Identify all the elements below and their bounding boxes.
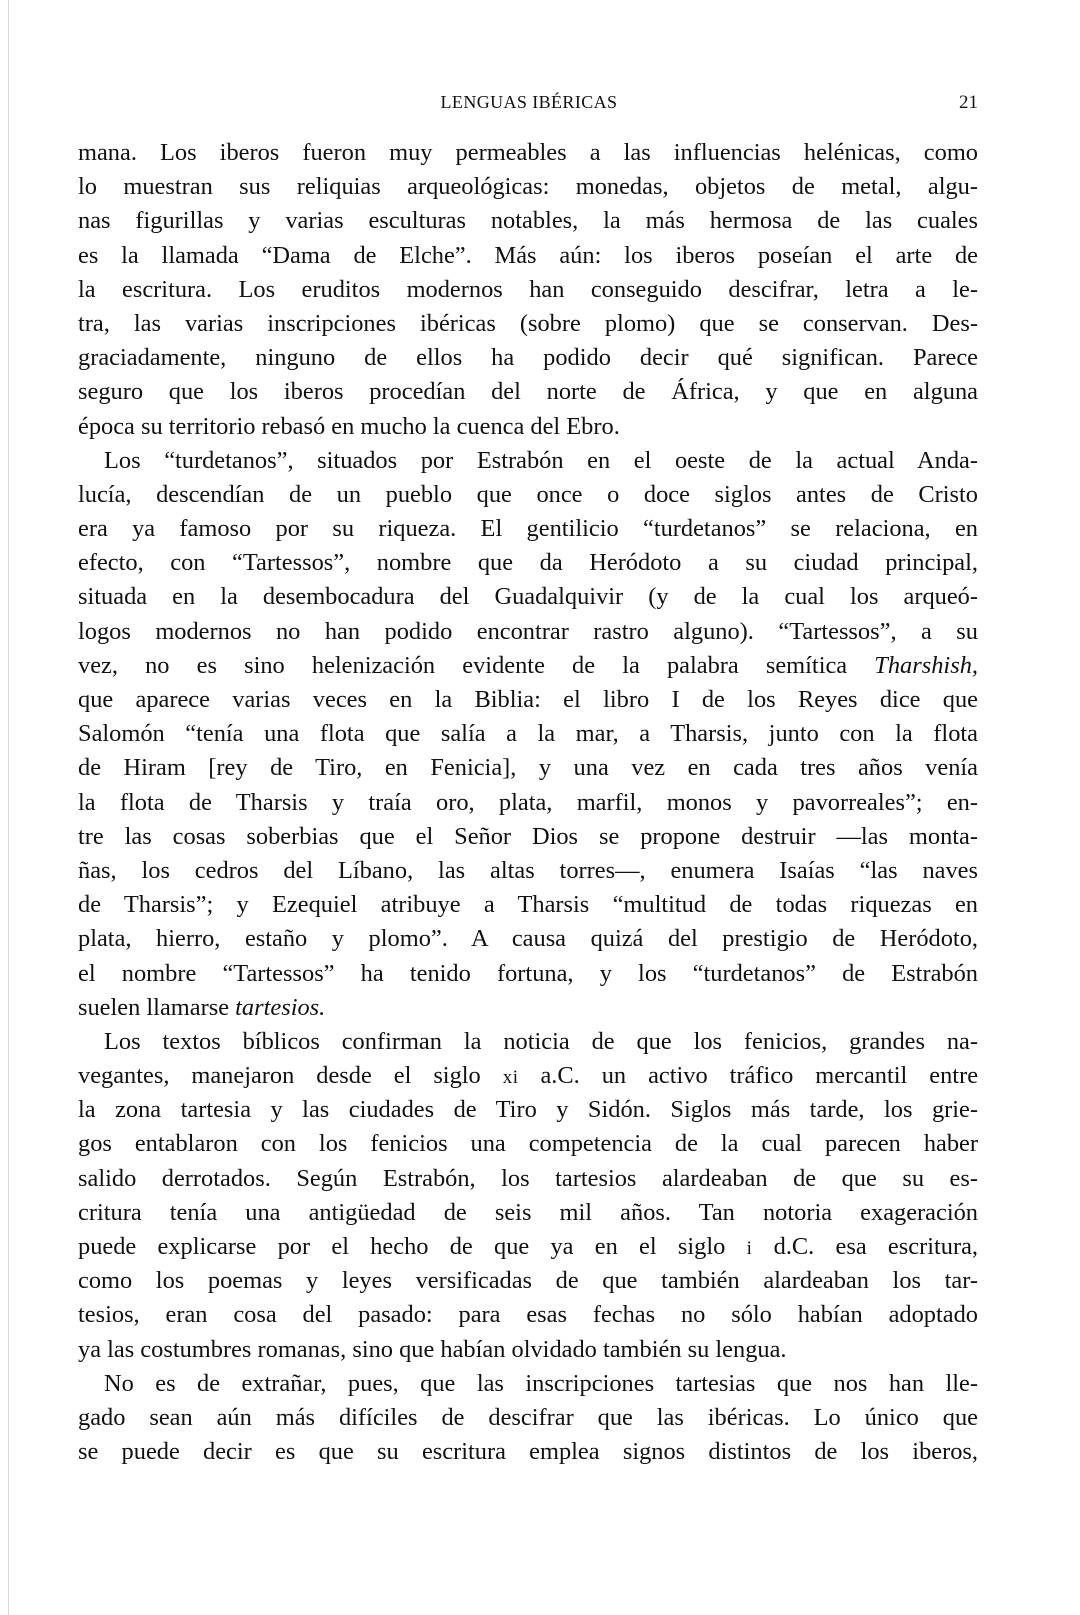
text-line: ya las costumbres romanas, sino que habían olvidado también su lengua. — [78, 1335, 787, 1363]
paragraph-first-line: Los textos bíblicos confirman la noticia de que los fenicios, grandes na- — [104, 1027, 978, 1055]
text-line: mana. Los iberos fueron muy permeables a las influencias helénicas, como — [78, 139, 978, 166]
paragraph-first-line: No es de extrañar, pues, que las inscripciones tartesias que nos han lle- — [104, 1369, 978, 1397]
page-header — [80, 92, 978, 122]
text-line: la zona tartesia y las ciudades de Tiro y Sidón. Siglos más tarde, los grie- — [78, 1096, 978, 1124]
text-fragment: a.C. un activo tráfico mercantil entre — [540, 1062, 979, 1090]
text-line: tre las cosas soberbias que el Señor Dios se propone destruir —las monta- — [78, 822, 978, 850]
text-fragment: vez, no es sino helenización evidente de la palabra semítica — [78, 651, 848, 679]
text-line: el nombre “Tartessos” ha tenido fortuna, y los “turdetanos” de Estrabón — [78, 959, 978, 987]
text-line: situada en la desembocadura del Guadalquivir (y de la cual los arqueó- — [78, 583, 978, 611]
text-line — [78, 1059, 978, 1093]
text-line: gado sean aún más difíciles de descifrar que las ibéricas. Lo único que — [78, 1403, 978, 1431]
text-line: era ya famoso por su riqueza. El gentilicio “turdetanos” se relaciona, en — [78, 515, 978, 543]
text-line: se puede decir es que su escritura emplea signos distintos de los iberos, — [78, 1438, 978, 1466]
running-title: LENGUAS IBÉRICAS — [440, 92, 618, 112]
text-line: la escritura. Los eruditos modernos han conseguido descifrar, letra a le- — [78, 275, 978, 303]
text-line — [78, 649, 978, 683]
text-fragment: d.C. esa escritura, — [773, 1233, 978, 1260]
text-line: Salomón “tenía una flota que salía a la mar, a Tharsis, junto con la flota — [78, 720, 978, 748]
text-line: que aparece varias veces en la Biblia: el libro I de los Reyes dice que — [78, 686, 978, 713]
text-line: graciadamente, ninguno de ellos ha podido decir qué significan. Parece — [78, 344, 978, 372]
text-line — [78, 1230, 978, 1264]
text-line: de Hiram [rey de Tiro, en Fenicia], y una vez en cada tres años venía — [78, 754, 978, 782]
text-line: plata, hierro, estaño y plomo”. A causa quizá del prestigio de Heródoto, — [78, 925, 978, 953]
small-caps-numeral: xi — [502, 1067, 519, 1089]
text-line: de Tharsis”; y Ezequiel atribuye a Tharsis “multitud de todas riquezas en — [78, 891, 978, 919]
text-line: lucía, descendían de un pueblo que once o doce siglos antes de Cristo — [78, 480, 978, 508]
text-line: ñas, los cedros del Líbano, las altas torres—, enumera Isaías “las naves — [78, 856, 978, 884]
text-line: época su territorio rebasó en mucho la cuenca del Ebro. — [78, 412, 620, 440]
text-line: seguro que los iberos procedían del norte de África, y que en alguna — [78, 378, 978, 406]
text-line: la flota de Tharsis y traía oro, plata, marfil, monos y pavorreales”; en- — [78, 788, 978, 816]
text-line: salido derrotados. Según Estrabón, los tartesios alardeaban de que su es- — [78, 1164, 978, 1192]
small-caps-numeral: i — [746, 1238, 753, 1259]
text-line: efecto, con “Tartessos”, nombre que da Heródoto a su ciudad principal, — [78, 549, 978, 577]
body-text — [78, 136, 978, 1469]
text-fragment: puede explicarse por el hecho de que ya en el siglo — [78, 1233, 726, 1260]
text-line: logos modernos no han podido encontrar rastro alguno). “Tartessos”, a su — [78, 617, 978, 645]
page-number: 21 — [959, 92, 978, 113]
text-line: critura tenía una antigüedad de seis mil años. Tan notoria exageración — [78, 1198, 978, 1226]
page-gutter-edge — [8, 0, 9, 1615]
text-line: lo muestran sus reliquias arqueológicas: monedas, objetos de metal, algu- — [78, 173, 978, 201]
italic-word: tartesios. — [235, 993, 326, 1021]
text-line: como los poemas y leyes versificadas de que también alardeaban los tar- — [78, 1267, 978, 1295]
text-line: nas figurillas y varias esculturas notables, la más hermosa de las cuales — [78, 207, 978, 235]
text-line: gos entablaron con los fenicios una competencia de la cual parecen haber — [78, 1130, 978, 1158]
italic-word: Tharshish, — [874, 651, 978, 679]
text-fragment: suelen llamarse — [78, 993, 230, 1021]
text-line: tra, las varias inscripciones ibéricas (sobre plomo) que se conservan. Des- — [78, 309, 978, 337]
text-line: tesios, eran cosa del pasado: para esas fechas no sólo habían adoptado — [78, 1301, 978, 1329]
text-line: es la llamada “Dama de Elche”. Más aún: los iberos poseían el arte de — [78, 241, 978, 269]
paragraph-first-line: Los “turdetanos”, situados por Estrabón en el oeste de la actual Anda- — [104, 446, 978, 474]
text-line — [78, 991, 978, 1025]
text-fragment: vegantes, manejaron desde el siglo — [78, 1062, 481, 1090]
